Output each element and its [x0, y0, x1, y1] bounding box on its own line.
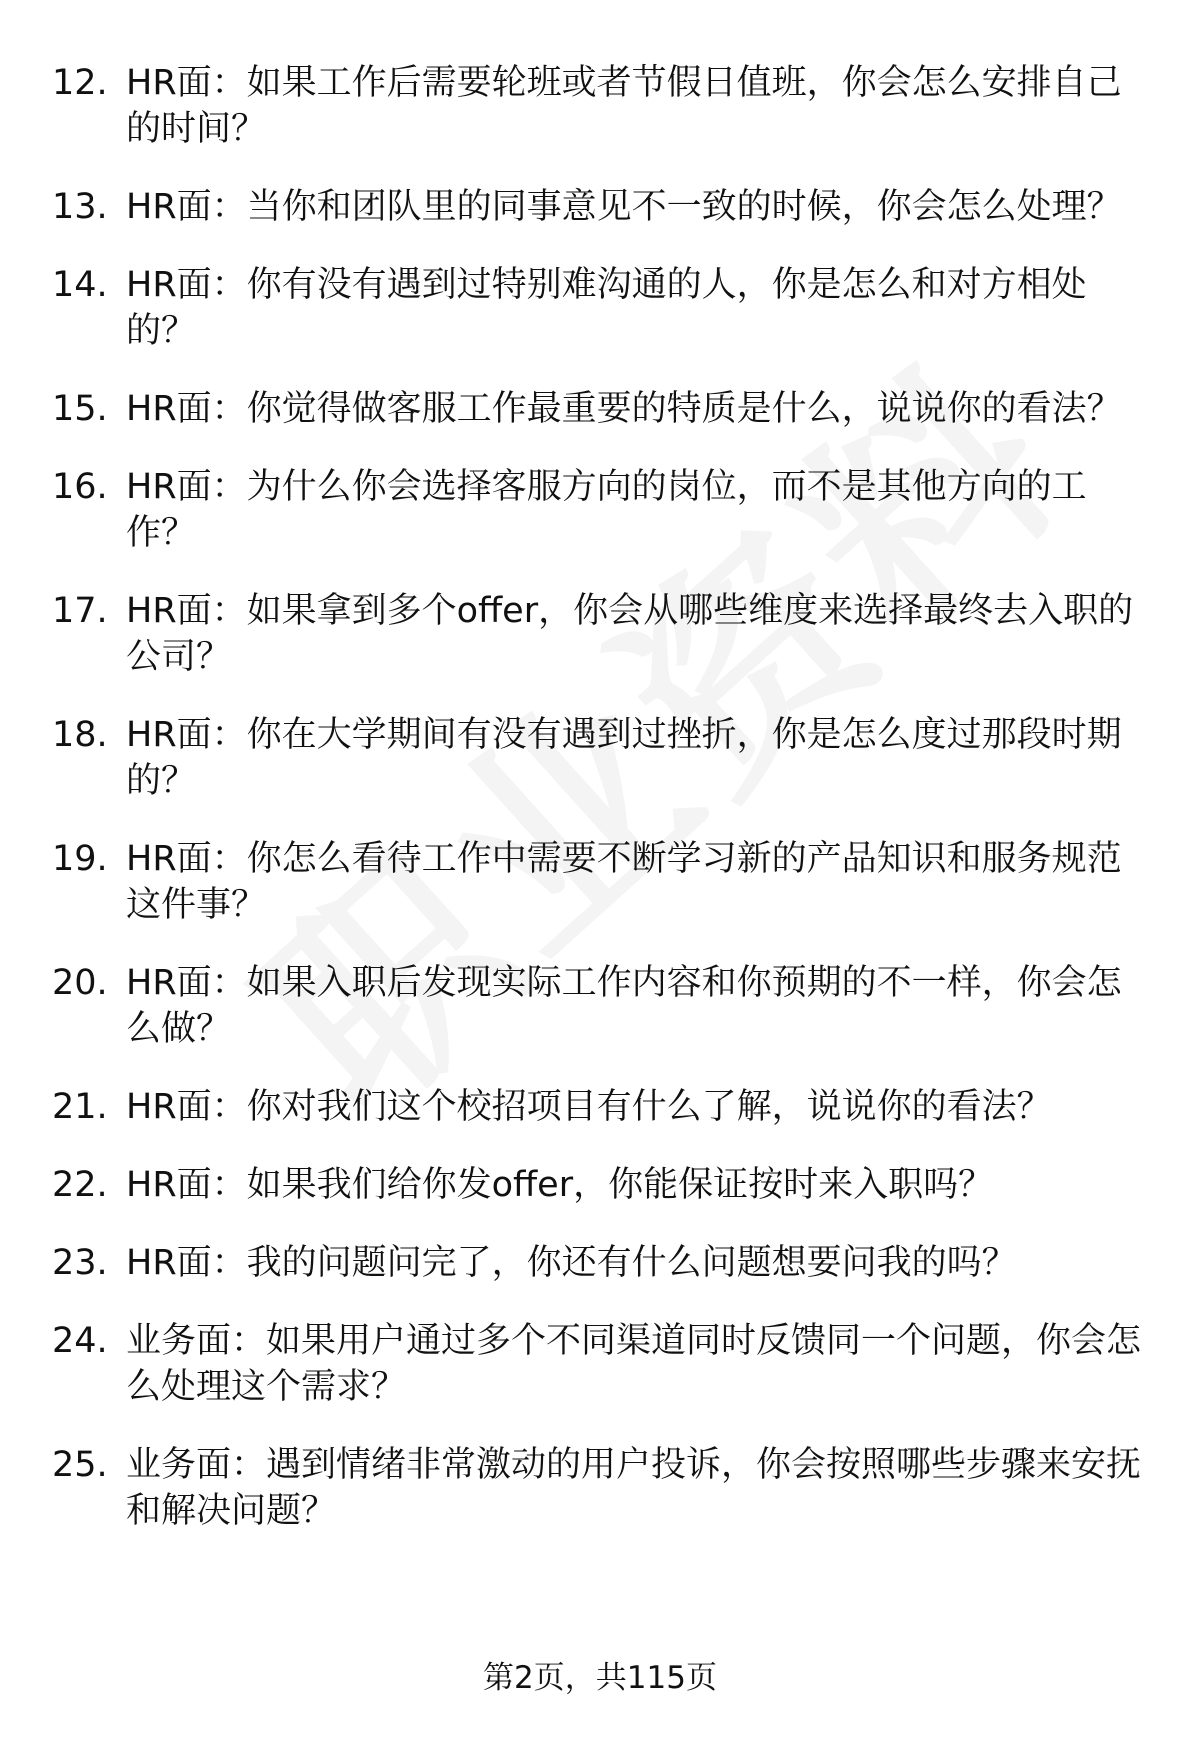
question-item: [0, 386, 1200, 432]
question-item: [0, 1442, 1200, 1534]
question-number: 15.: [52, 389, 108, 429]
question-item: [0, 1162, 1200, 1208]
question-number: 18.: [52, 715, 108, 755]
question-number: 23.: [52, 1243, 108, 1283]
question-text: HR面：如果工作后需要轮班或者节假日值班，你会怎么安排自己的时间？: [126, 63, 1122, 149]
question-text: 业务面：如果用户通过多个不同渠道同时反馈同一个问题，你会怎么处理这个需求？: [126, 1321, 1142, 1407]
page-number-label: 第2页，共115页: [483, 1660, 717, 1696]
question-text: HR面：如果我们给你发offer，你能保证按时来入职吗？: [126, 1165, 994, 1205]
question-number: 22.: [52, 1165, 108, 1205]
question-item: [0, 60, 1200, 152]
question-item: [0, 836, 1200, 928]
question-item: [0, 1318, 1200, 1410]
question-number: 12.: [52, 63, 108, 103]
question-number: 16.: [52, 467, 108, 507]
question-number: 17.: [52, 591, 108, 631]
question-list: [0, 60, 1200, 1566]
question-text: HR面：如果拿到多个offer，你会从哪些维度来选择最终去入职的公司？: [126, 591, 1134, 677]
question-item: [0, 588, 1200, 680]
question-item: [0, 464, 1200, 556]
question-number: 21.: [52, 1087, 108, 1127]
question-item: [0, 262, 1200, 354]
question-text: HR面：你有没有遇到过特别难沟通的人，你是怎么和对方相处的？: [126, 265, 1087, 351]
question-text: HR面：你在大学期间有没有遇到过挫折，你是怎么度过那段时期的？: [126, 715, 1122, 801]
question-item: [0, 960, 1200, 1052]
question-item: [0, 712, 1200, 804]
page-footer: [0, 1658, 1200, 1698]
question-text: HR面：为什么你会选择客服方向的岗位，而不是其他方向的工作？: [126, 467, 1087, 553]
question-text: HR面：如果入职后发现实际工作内容和你预期的不一样，你会怎么做？: [126, 963, 1122, 1049]
question-text: HR面：当你和团队里的同事意见不一致的时候，你会怎么处理？: [126, 187, 1122, 227]
question-number: 24.: [52, 1321, 108, 1361]
question-number: 13.: [52, 187, 108, 227]
question-text: 业务面：遇到情绪非常激动的用户投诉，你会按照哪些步骤来安抚和解决问题？: [126, 1445, 1142, 1531]
question-number: 19.: [52, 839, 108, 879]
question-text: HR面：你对我们这个校招项目有什么了解，说说你的看法？: [126, 1087, 1052, 1127]
question-number: 14.: [52, 265, 108, 305]
question-number: 25.: [52, 1445, 108, 1485]
question-item: [0, 184, 1200, 230]
question-item: [0, 1084, 1200, 1130]
question-number: 20.: [52, 963, 108, 1003]
question-item: [0, 1240, 1200, 1286]
question-text: HR面：你觉得做客服工作最重要的特质是什么，说说你的看法？: [126, 389, 1122, 429]
question-text: HR面：你怎么看待工作中需要不断学习新的产品知识和服务规范这件事？: [126, 839, 1122, 925]
question-text: HR面：我的问题问完了，你还有什么问题想要问我的吗？: [126, 1243, 1017, 1283]
